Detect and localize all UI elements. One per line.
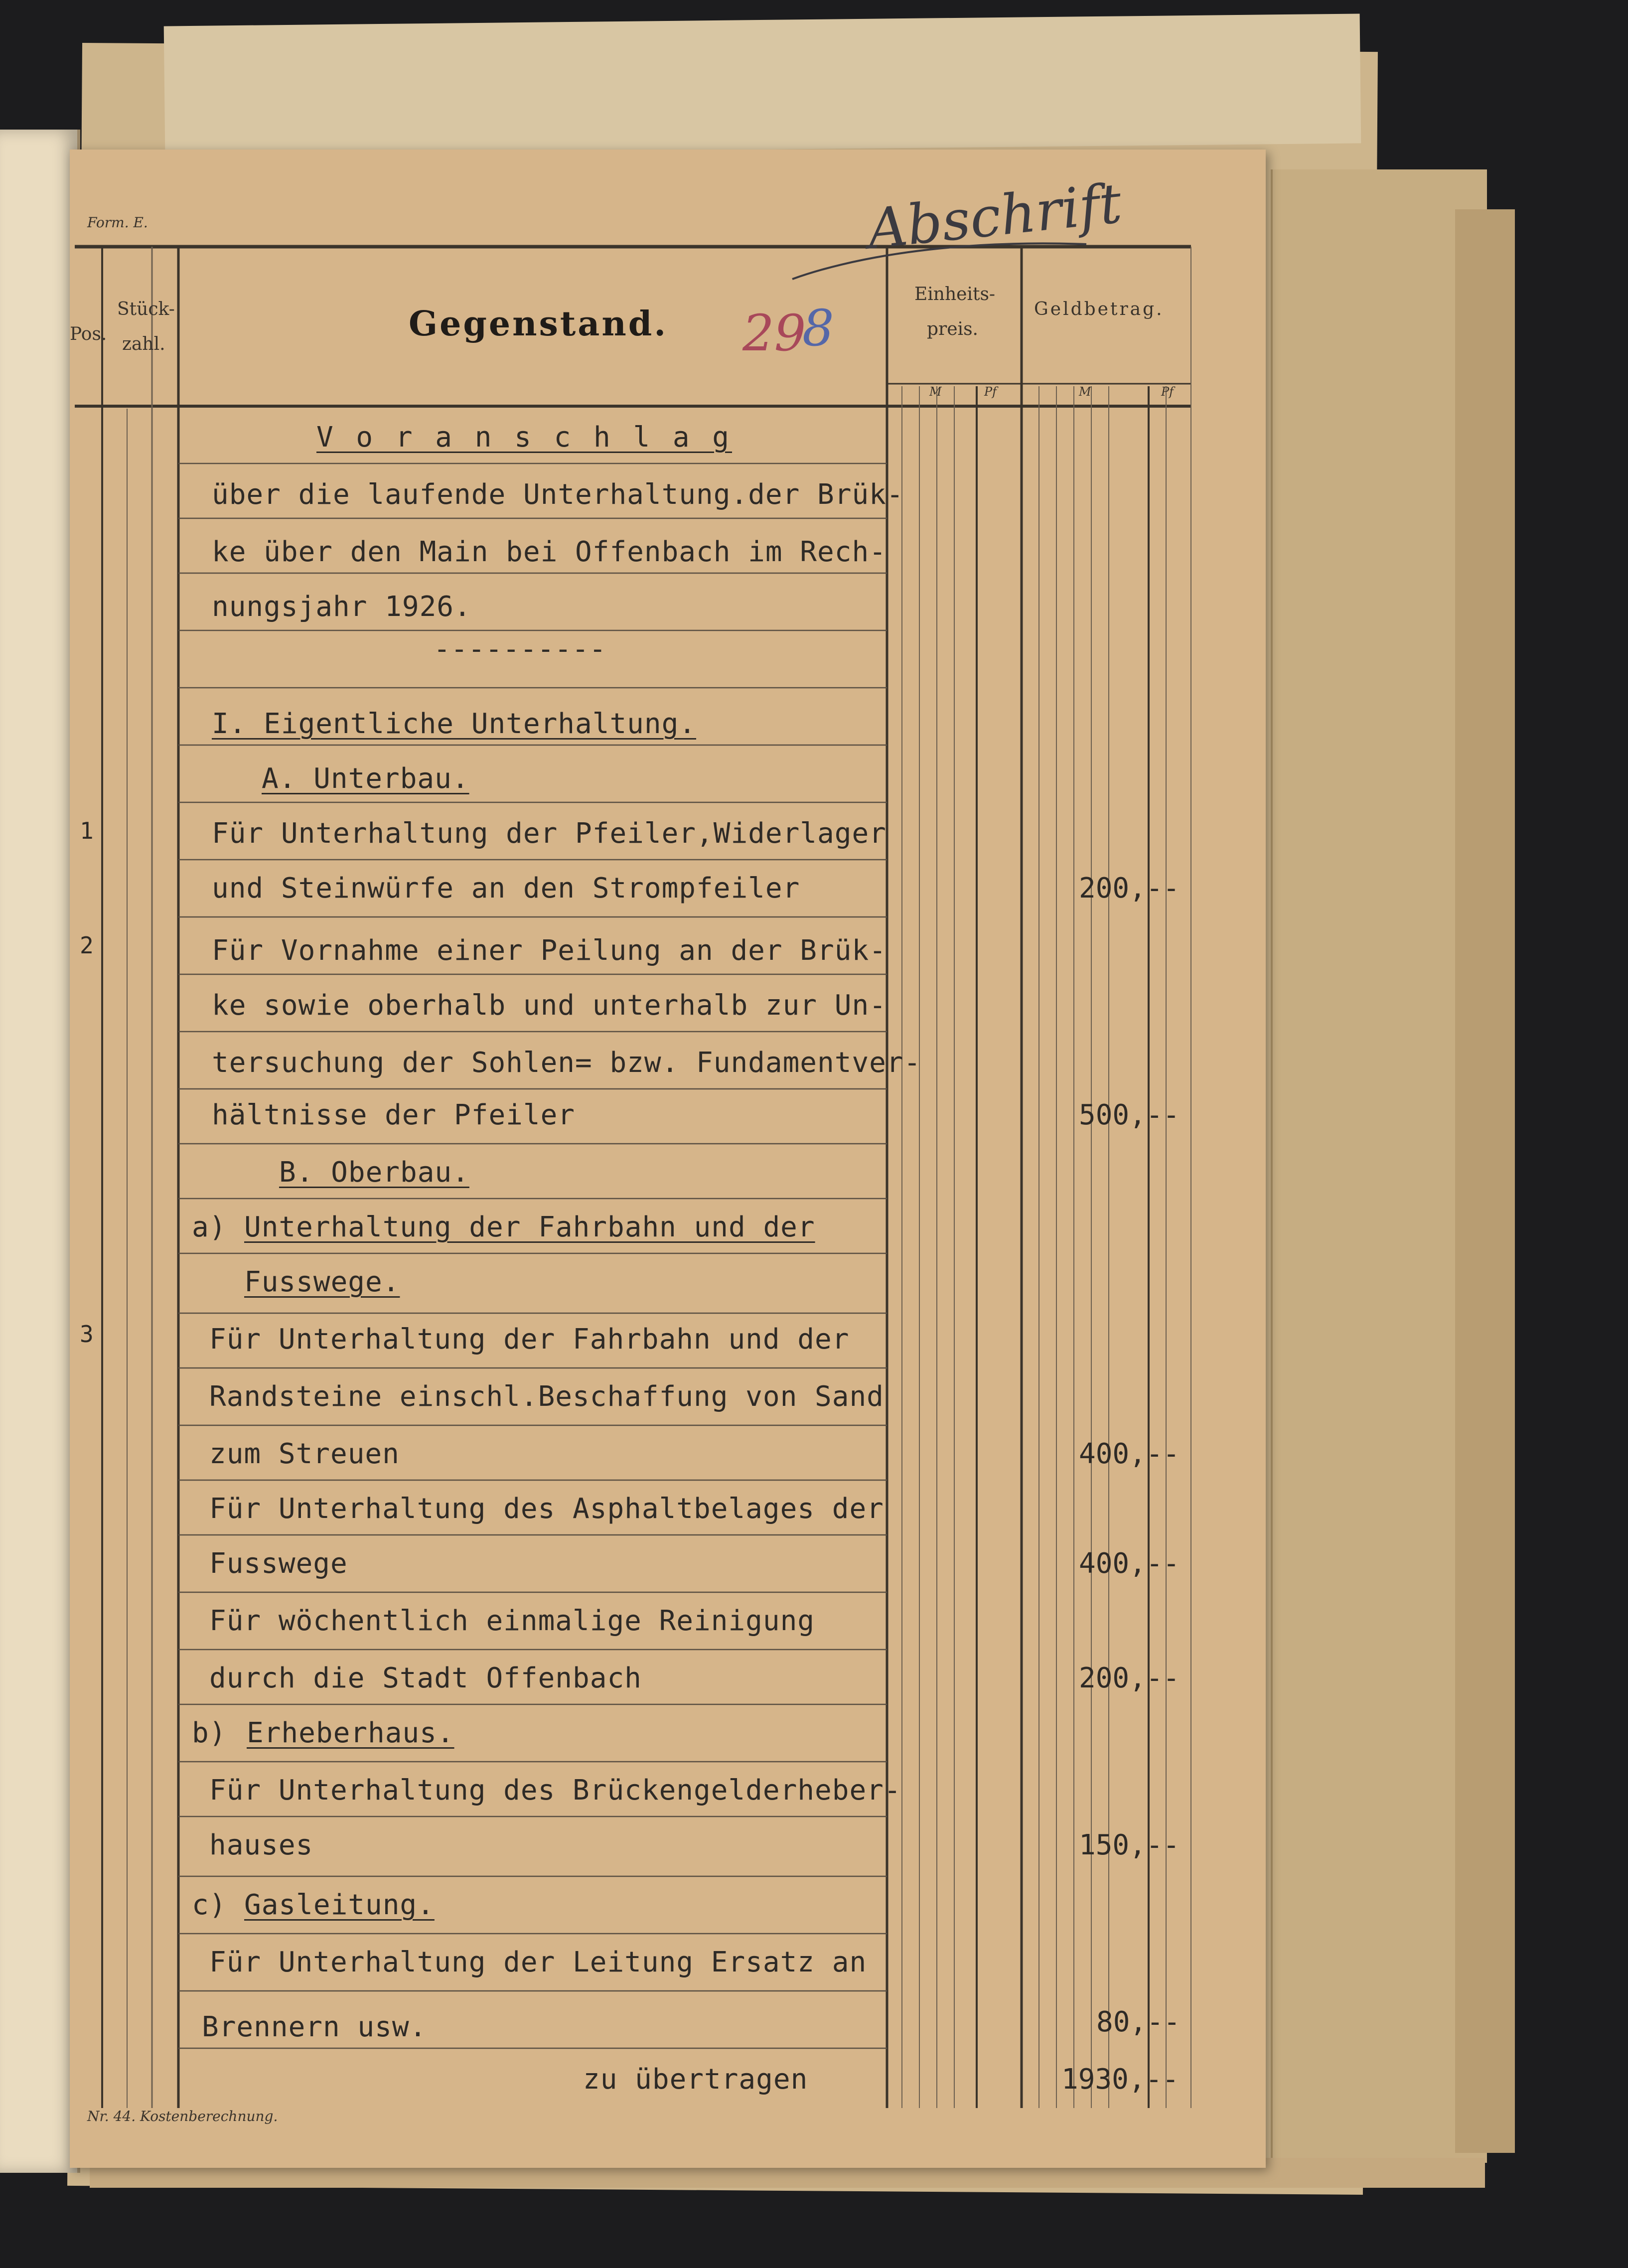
einheits-header-line1: Einheits-	[914, 284, 996, 304]
margin-number: 2	[80, 932, 94, 959]
item-amount: 200,--	[1079, 1662, 1180, 1694]
geld-unit-pf: Pf	[1161, 385, 1174, 399]
item-line: zum Streuen	[209, 1438, 400, 1470]
item-amount: 200,--	[1079, 872, 1180, 905]
item-line: hauses	[209, 1829, 313, 1861]
section-heading: I. Eigentliche Unterhaltung.	[212, 708, 697, 740]
title-line: über die laufende Unterhaltung.der Brük-	[212, 478, 904, 511]
item-line: durch die Stadt Offenbach	[209, 1662, 642, 1694]
item-amount: 500,--	[1079, 1099, 1180, 1131]
item-line: Für Unterhaltung des Brückengelderheber-	[209, 1774, 901, 1807]
section-heading: Erheberhaus.	[247, 1717, 454, 1749]
item-line: Für Unterhaltung der Fahrbahn und der	[209, 1323, 850, 1356]
form-label: Form. E.	[87, 214, 148, 231]
form-footer: Nr. 44. Kostenberechnung.	[87, 2108, 278, 2124]
title-separator: ----------	[434, 633, 607, 665]
handwritten-number-blue: 8	[802, 299, 834, 357]
item-line: tersuchung der Sohlen= bzw. Fundamentver-	[212, 1047, 921, 1079]
item-line: Für wöchentlich einmalige Reinigung	[209, 1605, 815, 1637]
item-amount: 400,--	[1079, 1547, 1180, 1580]
geldbetrag-header: Geldbetrag.	[1034, 299, 1164, 319]
left-page-rules	[0, 0, 77, 2268]
title-line: nungsjahr 1926.	[212, 591, 471, 623]
einheits-header-line2: preis.	[927, 319, 978, 339]
item-line: Für Unterhaltung der Pfeiler,Widerlager	[212, 817, 887, 850]
handwritten-number-red: 29	[742, 304, 806, 362]
item-line: und Steinwürfe an den Strompfeiler	[212, 872, 800, 905]
stueck-header-line1: Stück-	[117, 299, 175, 319]
item-amount: 150,--	[1079, 1829, 1180, 1861]
item-line: Für Unterhaltung der Leitung Ersatz an	[209, 1946, 867, 1978]
section-prefix: a)	[192, 1211, 227, 1243]
pos-header: Pos.	[70, 324, 107, 344]
item-line: Für Vornahme einer Peilung an der Brük-	[212, 934, 887, 967]
carry-over-label: zu übertragen	[583, 2063, 808, 2096]
item-line: Fusswege	[209, 1547, 348, 1580]
einheits-unit-m: M	[929, 385, 942, 399]
item-line: ke sowie oberhalb und unterhalb zur Un-	[212, 989, 887, 1022]
section-heading: Fusswege.	[244, 1266, 400, 1298]
einheits-unit-pf: Pf	[984, 385, 997, 399]
section-heading: A. Unterbau.	[262, 762, 469, 795]
stueck-header-line2: zahl.	[122, 334, 165, 354]
doc-title: V o r a n s c h l a g	[316, 421, 733, 454]
item-line: Randsteine einschl.Beschaffung von Sand	[209, 1380, 884, 1413]
pencil-note: Abschrift	[864, 171, 1125, 262]
carry-over-amount: 1930,--	[1061, 2063, 1180, 2096]
section-heading: B. Oberbau.	[279, 1156, 469, 1189]
item-line: hältnisse der Pfeiler	[212, 1099, 576, 1131]
gegenstand-header: Gegenstand.	[409, 304, 668, 344]
title-line: ke über den Main bei Offenbach im Rech-	[212, 536, 887, 568]
section-prefix: b)	[192, 1717, 227, 1749]
margin-number: 3	[80, 1321, 94, 1348]
section-heading: Gasleitung.	[244, 1889, 435, 1921]
section-prefix: c)	[192, 1889, 227, 1921]
margin-number: 1	[80, 817, 94, 844]
item-line: Brennern usw.	[202, 2011, 427, 2043]
item-amount: 80,--	[1096, 2006, 1181, 2038]
section-heading: Unterhaltung der Fahrbahn und der	[244, 1211, 815, 1243]
item-amount: 400,--	[1079, 1438, 1180, 1470]
geld-unit-m: M	[1079, 385, 1091, 399]
item-line: Für Unterhaltung des Asphaltbelages der	[209, 1493, 884, 1525]
